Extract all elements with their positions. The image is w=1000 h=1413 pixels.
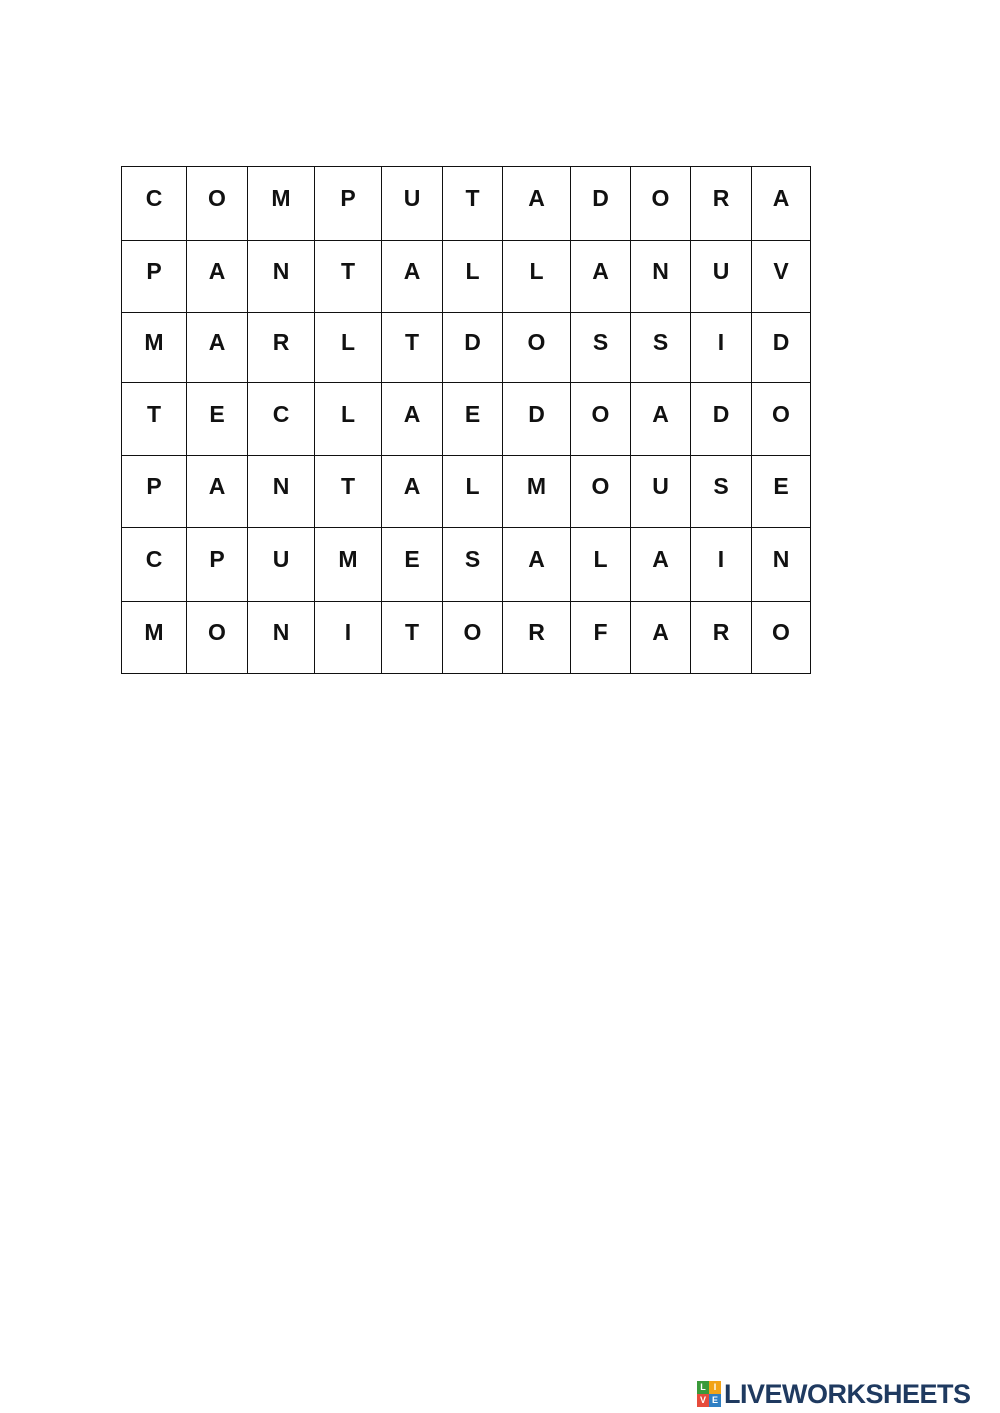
- grid-cell: L: [503, 241, 571, 313]
- grid-cell: S: [571, 313, 631, 383]
- grid-row: [122, 383, 811, 456]
- grid-cell: L: [315, 313, 382, 383]
- grid-cell: D: [691, 383, 752, 456]
- grid-cell: N: [248, 456, 315, 528]
- grid-cell: T: [443, 167, 503, 241]
- grid-cell: M: [122, 602, 187, 674]
- grid-cell: O: [503, 313, 571, 383]
- grid-cell: U: [248, 528, 315, 602]
- grid-cell: A: [187, 313, 248, 383]
- grid-cell: C: [122, 167, 187, 241]
- grid-cell: N: [631, 241, 691, 313]
- grid-cell: F: [571, 602, 631, 674]
- logo-badge-cell-i: I: [709, 1381, 721, 1394]
- logo-badge-cell-v: V: [697, 1394, 709, 1407]
- grid-cell: A: [752, 167, 811, 241]
- grid-cell: C: [122, 528, 187, 602]
- grid-cell: N: [752, 528, 811, 602]
- grid-cell: V: [752, 241, 811, 313]
- grid-cell: R: [691, 167, 752, 241]
- grid-cell: A: [382, 456, 443, 528]
- grid-cell: U: [382, 167, 443, 241]
- grid-cell: M: [122, 313, 187, 383]
- grid-cell: P: [122, 456, 187, 528]
- grid-cell: T: [315, 241, 382, 313]
- logo-badge-cell-e: E: [709, 1394, 721, 1407]
- grid-cell: O: [187, 167, 248, 241]
- grid-cell: C: [248, 383, 315, 456]
- grid-cell: O: [571, 456, 631, 528]
- grid-cell: O: [631, 167, 691, 241]
- grid-cell: A: [631, 383, 691, 456]
- grid-cell: I: [315, 602, 382, 674]
- grid-cell: N: [248, 602, 315, 674]
- grid-cell: A: [503, 167, 571, 241]
- grid-cell: N: [248, 241, 315, 313]
- grid-cell: D: [571, 167, 631, 241]
- grid-row: [122, 241, 811, 313]
- grid-cell: S: [631, 313, 691, 383]
- grid-cell: D: [443, 313, 503, 383]
- grid-cell: A: [631, 528, 691, 602]
- grid-cell: A: [187, 241, 248, 313]
- grid-cell: O: [752, 383, 811, 456]
- grid-cell: T: [315, 456, 382, 528]
- grid-row: [122, 602, 811, 674]
- word-search-grid-body: [122, 167, 811, 674]
- grid-cell: O: [752, 602, 811, 674]
- grid-cell: L: [443, 241, 503, 313]
- grid-cell: R: [691, 602, 752, 674]
- grid-cell: T: [382, 602, 443, 674]
- word-search-grid: [121, 166, 811, 674]
- grid-cell: A: [382, 241, 443, 313]
- grid-cell: A: [571, 241, 631, 313]
- grid-row: [122, 167, 811, 241]
- grid-cell: L: [315, 383, 382, 456]
- grid-cell: D: [503, 383, 571, 456]
- grid-cell: R: [248, 313, 315, 383]
- grid-cell: U: [691, 241, 752, 313]
- grid-cell: S: [691, 456, 752, 528]
- grid-cell: I: [691, 313, 752, 383]
- logo-text: LIVEWORKSHEETS: [724, 1378, 971, 1409]
- grid-cell: M: [248, 167, 315, 241]
- grid-cell: T: [122, 383, 187, 456]
- grid-cell: M: [315, 528, 382, 602]
- grid-cell: L: [443, 456, 503, 528]
- grid-row: [122, 456, 811, 528]
- grid-row: [122, 528, 811, 602]
- grid-cell: M: [503, 456, 571, 528]
- grid-cell: E: [752, 456, 811, 528]
- grid-cell: S: [443, 528, 503, 602]
- grid-cell: L: [571, 528, 631, 602]
- grid-cell: R: [503, 602, 571, 674]
- grid-cell: T: [382, 313, 443, 383]
- liveworksheets-logo: [697, 1378, 971, 1410]
- logo-badge-cell-l: L: [697, 1381, 709, 1394]
- grid-cell: P: [315, 167, 382, 241]
- grid-cell: A: [503, 528, 571, 602]
- grid-cell: E: [382, 528, 443, 602]
- grid-cell: O: [443, 602, 503, 674]
- grid-cell: O: [187, 602, 248, 674]
- logo-badge-icon: [697, 1381, 721, 1407]
- grid-cell: E: [443, 383, 503, 456]
- grid-cell: P: [187, 528, 248, 602]
- grid-cell: A: [187, 456, 248, 528]
- grid-cell: A: [631, 602, 691, 674]
- grid-cell: A: [382, 383, 443, 456]
- grid-cell: D: [752, 313, 811, 383]
- grid-cell: O: [571, 383, 631, 456]
- grid-cell: E: [187, 383, 248, 456]
- grid-cell: I: [691, 528, 752, 602]
- grid-row: [122, 313, 811, 383]
- grid-cell: P: [122, 241, 187, 313]
- grid-cell: U: [631, 456, 691, 528]
